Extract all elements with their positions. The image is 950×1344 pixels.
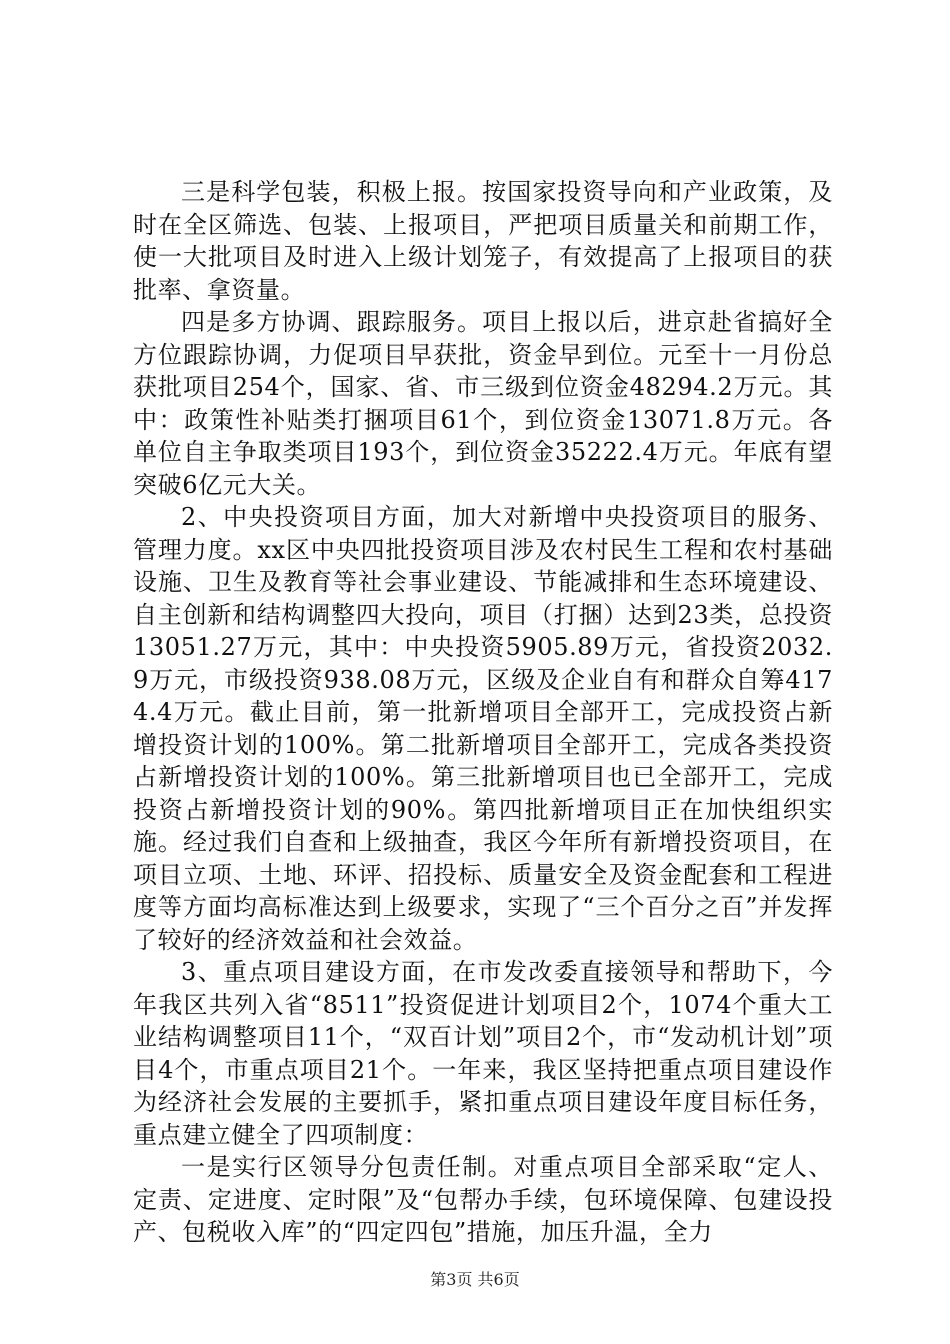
- paragraph-key-projects: 3、重点项目建设方面，在市发改委直接领导和帮助下，今年我区共列入省“8511”投资促进计划项目2个，1074个重大工业结构调整项目11个，“双百计划”项目2个，市“发动机计划”项目4个，市重点项目21个。一年来，我区坚持把重点项目建设作为经济社会发展的主要抓手，紧扣重点项目建设年度目标任务，重点建立健全了四项制度：: [133, 958, 833, 1149]
- body-text: [133, 176, 833, 1249]
- paragraph-central-investment: 2、中央投资项目方面，加大对新增中央投资项目的服务、管理力度。xx区中央四批投资项目涉及农村民生工程和农村基础设施、卫生及教育等社会事业建设、节能减排和生态环境建设、自主创新和结构调整四大投向，项目（打捆）达到23类，总投资13051.27万元，其中：中央投资5905.89万元，省投资2032.9万元，市级投资938.08万元，区级及企业自有和群众自筹4174.4万元。截止目前，第一批新增项目全部开工，完成投资占新增投资计划的100%。第二批新增项目全部开工，完成各类投资占新增投资计划的100%。第三批新增项目也已全部开工，完成投资占新增投资计划的90%。第四批新增项目正在加快组织实施。经过我们自查和上级抽查，我区今年所有新增投资项目，在项目立项、土地、环评、招投标、质量安全及资金配套和工程进度等方面均高标准达到上级要求，实现了“三个百分之百”并发挥了较好的经济效益和社会效益。: [133, 503, 833, 954]
- paragraph-responsibility-system: 一是实行区领导分包责任制。对重点项目全部采取“定人、定责、定进度、定时限”及“包帮办手续，包环境保障、包建设投产、包税收入库”的“四定四包”措施，加压升温，全力: [133, 1153, 833, 1246]
- paragraph-packaging: 三是科学包装，积极上报。按国家投资导向和产业政策，及时在全区筛选、包装、上报项目，严把项目质量关和前期工作，使一大批项目及时进入上级计划笼子，有效提高了上报项目的获批率、拿资量。: [133, 178, 833, 304]
- paragraph-coordination: 四是多方协调、跟踪服务。项目上报以后，进京赴省搞好全方位跟踪协调，力促项目早获批，资金早到位。元至十一月份总获批项目254个，国家、省、市三级到位资金48294.2万元。其中：政策性补贴类打捆项目61个，到位资金13071.8万元。各单位自主争取类项目193个，到位资金35222.4万元。年底有望突破6亿元大关。: [133, 308, 833, 499]
- page-footer: 第3页 共6页: [430, 1270, 520, 1289]
